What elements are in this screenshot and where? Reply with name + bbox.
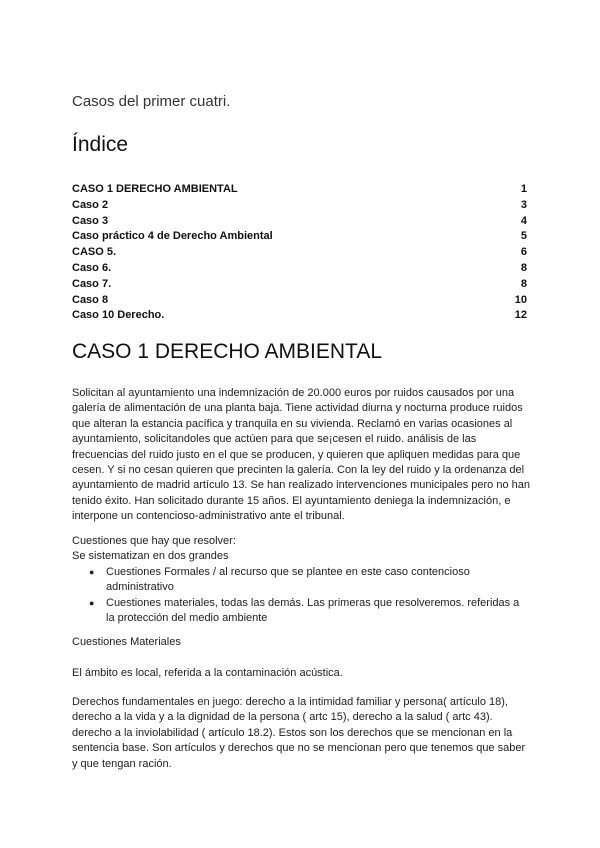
case1-heading: CASO 1 DERECHO AMBIENTAL bbox=[72, 340, 383, 363]
toc-entry[interactable] bbox=[72, 182, 527, 198]
questions-section bbox=[72, 534, 530, 626]
toc-entry-page: 5 bbox=[520, 230, 527, 243]
materials-heading: Cuestiones Materiales bbox=[72, 636, 181, 648]
toc-entry-page: 10 bbox=[514, 293, 527, 306]
list-item-text: Cuestiones Formales / al recurso que se plantee en este caso contencioso administrativo bbox=[106, 565, 470, 594]
questions-intro: Cuestiones que hay que resolver: bbox=[72, 535, 236, 547]
questions-list bbox=[72, 565, 530, 627]
bullet-icon: ● bbox=[89, 597, 95, 608]
case1-intro-paragraph: Solicitan al ayuntamiento una indemnización de 20.000 euros por ruidos causados por una galería de alimentación de una planta baja. Tiene actividad diurna y nocturna produce ruidos que alteran la estancia pacífica y tranquila en su vivienda. Reclamó en varias ocasiones al ayuntamiento, solicitandoles que actúen para que se¡cesen el ruido. análisis de las frecuencias del ruido justo en el que se producen, y quieren que apliquen medidas para que cesen. Y si no cesan quieren que precinten la galería. Con la ley del ruido y la ordenanza del ayuntamiento de madrid artículo 13. Se han realizado intervenciones municipales pero no han tenido éxito. Han solicitado durante 15 años. El ayuntamiento deniega la indemnización, e interpone un contencioso-administrativo ante el tribunal. bbox=[72, 387, 531, 523]
toc-entry-page: 6 bbox=[520, 246, 527, 259]
bullet-icon: ● bbox=[89, 566, 95, 577]
scope-paragraph: El ámbito es local, referida a la contaminación acústica. bbox=[72, 667, 343, 679]
toc-entry[interactable] bbox=[72, 214, 527, 230]
toc-entry-label: Caso 7. bbox=[72, 277, 112, 290]
toc-entry-label: CASO 1 DERECHO AMBIENTAL bbox=[72, 183, 238, 195]
index-heading: Índice bbox=[72, 133, 129, 156]
toc-entry-page: 12 bbox=[514, 309, 527, 322]
toc-entry-label: Caso 2 bbox=[72, 198, 109, 211]
toc-entry[interactable] bbox=[72, 293, 527, 309]
toc-entry-page: 8 bbox=[520, 261, 527, 274]
toc-entry-page: 4 bbox=[520, 214, 527, 227]
list-item bbox=[89, 596, 530, 627]
rights-paragraph: Derechos fundamentales en juego: derecho a la intimidad familiar y persona( artículo 18), derecho a la vida y a la dignidad de la persona ( artc 15), derecho a la salud ( artc 43). derecho a la inviolabilidad ( artículo 18.2). Estos son los derechos que se mencionan en la sentencia base. Son artículos y derechos que no se mencionan pero que tenemos que saber y que tengan ración. bbox=[72, 696, 526, 770]
toc-entry-page: 8 bbox=[520, 277, 527, 290]
toc-entry[interactable] bbox=[72, 229, 527, 245]
document-subtitle: Casos del primer cuatri. bbox=[72, 93, 231, 110]
toc-entry-label: Caso 3 bbox=[72, 214, 109, 227]
toc-entry-label: Caso 10 Derecho. bbox=[72, 309, 165, 322]
toc-entry-label: CASO 5. bbox=[72, 246, 117, 259]
toc-entry-page: 1 bbox=[520, 183, 527, 195]
toc-entry-label: Caso 8 bbox=[72, 293, 109, 306]
toc-entry-label: Caso práctico 4 de Derecho Ambiental bbox=[72, 230, 273, 243]
list-item bbox=[89, 565, 530, 596]
list-item-text: Cuestiones materiales, todas las demás. Las primeras que resolveremos. referidas a la protección del medio ambiente bbox=[106, 596, 520, 625]
toc-entry[interactable] bbox=[72, 198, 527, 214]
toc-entry[interactable] bbox=[72, 308, 527, 324]
table-of-contents bbox=[72, 182, 527, 324]
questions-subtitle: Se sistematizan en dos grandes bbox=[72, 550, 229, 563]
toc-entry-page: 3 bbox=[520, 198, 527, 211]
toc-entry[interactable] bbox=[72, 245, 527, 261]
toc-entry[interactable] bbox=[72, 261, 527, 277]
toc-entry[interactable] bbox=[72, 277, 527, 293]
toc-entry-label: Caso 6. bbox=[72, 261, 112, 274]
